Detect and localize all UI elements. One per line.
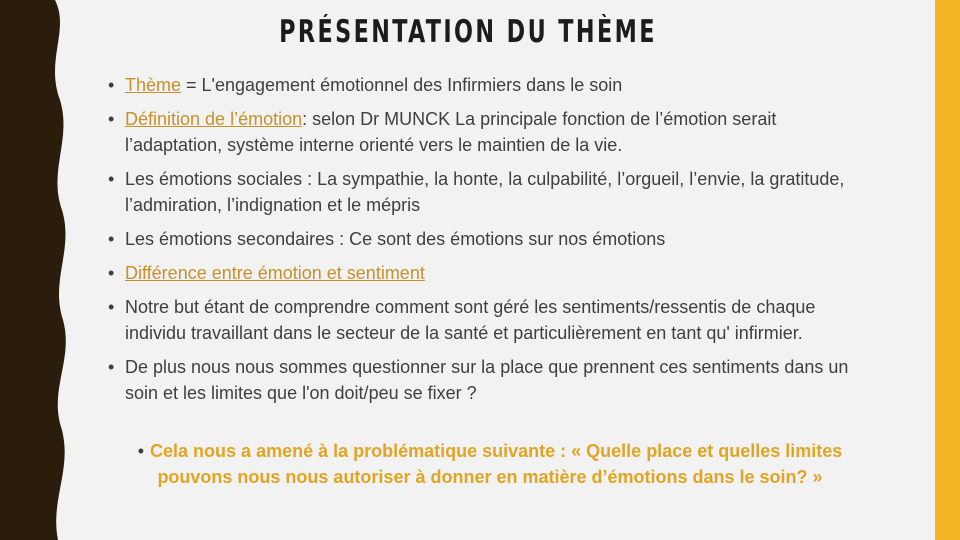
term-difference: Différence entre émotion et sentiment <box>125 263 425 283</box>
problem-statement-text: Cela nous a amené à la problématique suivante : « Quelle place et quelles limites pouvons nous nous autoriser à donner en matière d’émotions dans le soin? » <box>150 441 843 487</box>
term-theme: Thème <box>125 75 182 95</box>
accent-side-bar <box>935 0 960 540</box>
problem-statement <box>120 438 860 490</box>
bullet-definition <box>108 106 858 158</box>
bullet-goal <box>108 294 858 346</box>
decorative-left-band <box>0 0 70 540</box>
bullet-text: Les émotions sociales : La sympathie, la honte, la culpabilité, l’orgueil, l’envie, la gratitude, l’admiration, l’indignation et le mépris <box>125 169 845 215</box>
bullet-list <box>108 72 858 414</box>
bullet-text: Les émotions secondaires : Ce sont des émotions sur nos émotions <box>125 229 666 249</box>
term-definition: Définition de l’émotion <box>125 109 303 129</box>
slide-title: PRÉSENTATION DU THÈME <box>279 14 657 50</box>
bullet-social-emotions <box>108 166 858 218</box>
bullet-question <box>108 354 858 406</box>
bullet-secondary-emotions <box>108 226 858 252</box>
bullet-difference <box>108 260 858 286</box>
bullet-text: De plus nous nous sommes questionner sur la place que prennent ces sentiments dans un soin et les limites que l'on doit/peu se fixer ? <box>125 357 849 403</box>
bullet-theme <box>108 72 858 98</box>
bullet-dot: • <box>137 441 145 461</box>
bullet-text: : selon Dr MUNCK La principale fonction de l’émotion serait l’adaptation, système interne orienté vers le maintien de la vie. <box>125 109 777 155</box>
bullet-text: Notre but étant de comprendre comment sont géré les sentiments/ressentis de chaque individu travaillant dans le secteur de la santé et particulièrement en tant qu' infirmier. <box>125 297 816 343</box>
bullet-text: = L'engagement émotionnel des Infirmiers dans le soin <box>181 75 623 95</box>
